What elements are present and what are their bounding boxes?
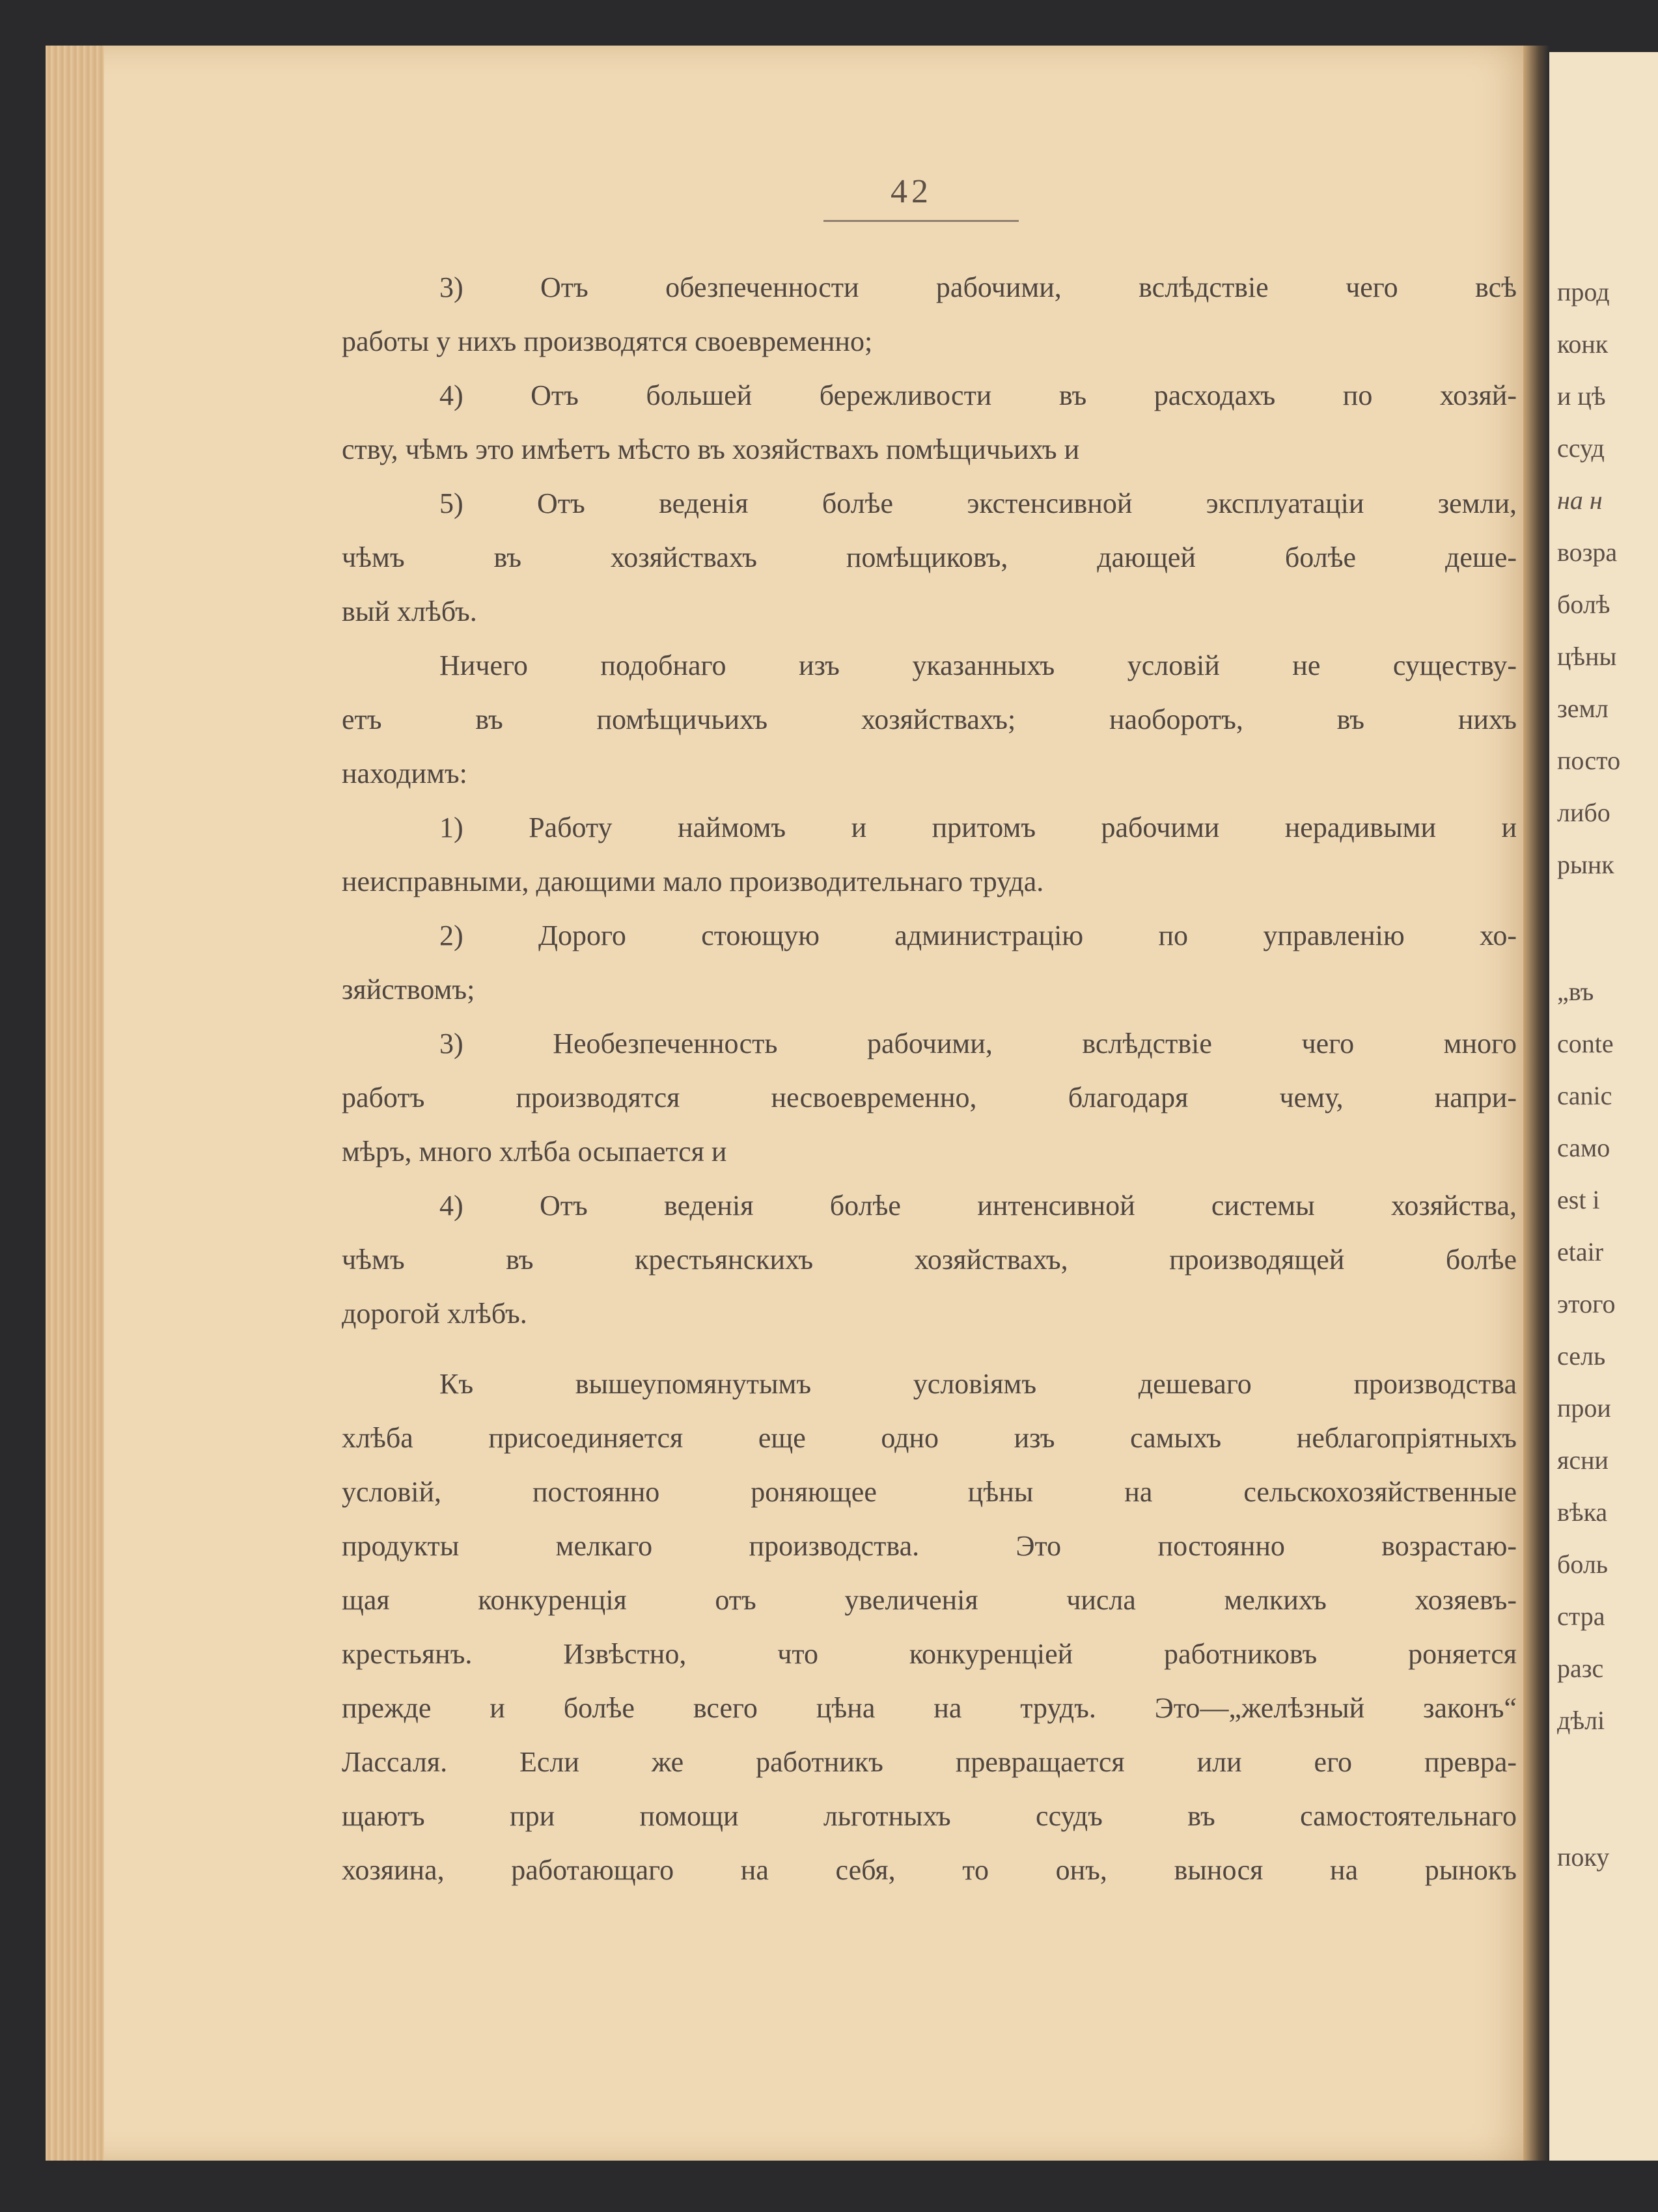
page-number: 42	[891, 173, 932, 210]
text-line: вый хлѣбъ.	[342, 595, 477, 627]
facing-page-line: само	[1557, 1133, 1610, 1162]
text-line: Къ вышеупомянутымъ условіямъ дешеваго производства	[439, 1368, 1517, 1400]
text-line: 4) Отъ большей бережливости въ расходахъ по хозяй-	[439, 379, 1517, 411]
facing-page-line: стра	[1557, 1602, 1605, 1631]
page-number-rule	[823, 220, 1019, 222]
facing-page-line: и цѣ	[1557, 381, 1606, 411]
text-line: хлѣба присоединяется еще одно изъ самыхъ неблагопріятныхъ	[342, 1422, 1517, 1454]
facing-page-line: прод	[1557, 277, 1610, 307]
text-line: зяйствомъ;	[342, 974, 475, 1005]
text-line: 5) Отъ веденія болѣе экстенсивной эксплуатаціи земли,	[439, 487, 1517, 519]
facing-page-line: возра	[1557, 538, 1618, 567]
text-line: дорогой хлѣбъ.	[342, 1298, 527, 1330]
facing-page-line: conte	[1557, 1029, 1614, 1058]
facing-page-line: вѣка	[1557, 1497, 1608, 1527]
facing-page-line: цѣны	[1557, 642, 1617, 671]
text-line: чѣмъ въ крестьянскихъ хозяйствахъ, производящей болѣе	[342, 1244, 1517, 1276]
facing-page-line: ясни	[1557, 1445, 1609, 1475]
text-line: чѣмъ въ хозяйствахъ помѣщиковъ, дающей болѣе деше-	[342, 541, 1517, 573]
text-line: неисправными, дающими мало производительнаго труда.	[342, 866, 1044, 897]
facing-page-line: разс	[1557, 1654, 1604, 1683]
facing-page-line: посто	[1557, 746, 1621, 775]
text-line: Лассаля. Если же работникъ превращается или его превра-	[342, 1746, 1517, 1778]
text-line: условій, постоянно роняющее цѣны на сельскохозяйственные	[342, 1476, 1517, 1508]
facing-page-line: рынк	[1557, 850, 1614, 879]
text-line: 3) Отъ обезпеченности рабочими, вслѣдствіе чего всѣ	[439, 271, 1517, 303]
facing-page-line: этого	[1557, 1289, 1616, 1318]
text-line: щаютъ при помощи льготныхъ ссудъ въ самостоятельнаго	[342, 1800, 1517, 1832]
facing-page-line: canic	[1557, 1081, 1612, 1110]
text-line: ству, чѣмъ это имѣетъ мѣсто въ хозяйствахъ помѣщичьихъ и	[342, 433, 1080, 465]
facing-page-line: болѣ	[1557, 590, 1610, 619]
facing-page-line: „въ	[1557, 977, 1594, 1006]
text-line: Ничего подобнаго изъ указанныхъ условій не существу-	[439, 649, 1517, 681]
facing-page-line: земл	[1557, 694, 1609, 723]
text-line: 2) Дорого стоющую администрацію по управленію хо-	[439, 920, 1517, 951]
facing-page-line: поку	[1557, 1842, 1610, 1872]
text-line: 3) Необезпеченность рабочими, вслѣдствіе чего много	[439, 1028, 1517, 1059]
facing-page-line: прои	[1557, 1393, 1611, 1423]
text-line: продукты мелкаго производства. Это постоянно возрастаю-	[342, 1530, 1517, 1562]
text-line: работъ производятся несвоевременно, благодаря чему, напри-	[342, 1082, 1517, 1113]
facing-page-line: боль	[1557, 1550, 1609, 1579]
text-line: етъ въ помѣщичьихъ хозяйствахъ; наоборотъ, въ нихъ	[342, 703, 1517, 735]
page-edges	[46, 46, 104, 2161]
book-gutter	[1523, 46, 1549, 2161]
facing-page-line: ссуд	[1557, 433, 1605, 463]
text-line: хозяина, работающаго на себя, то онъ, вынося на рынокъ	[342, 1854, 1517, 1886]
text-line: находимъ:	[342, 758, 467, 789]
text-line: мѣръ, много хлѣба осыпается и	[342, 1136, 727, 1167]
facing-page-line: est i	[1557, 1185, 1600, 1214]
text-line: прежде и болѣе всего цѣна на трудъ. Это—„желѣзный законъ“	[342, 1692, 1517, 1724]
text-line: 1) Работу наймомъ и притомъ рабочими нерадивыми и	[439, 812, 1517, 843]
facing-page-line: сель	[1557, 1341, 1606, 1371]
facing-page-line: etair	[1557, 1237, 1604, 1266]
text-line: работы у нихъ производятся своевременно;	[342, 325, 873, 357]
facing-page-line: дѣлі	[1557, 1706, 1605, 1735]
body-text	[342, 260, 1517, 1897]
text-line: 4) Отъ веденія болѣе интенсивной системы хозяйства,	[439, 1190, 1517, 1222]
text-line: крестьянъ. Извѣстно, что конкуренціей работниковъ роняется	[342, 1638, 1517, 1670]
text-line: щая конкуренція отъ увеличенія числа мелкихъ хозяевъ-	[342, 1584, 1517, 1616]
facing-page-line: конк	[1557, 329, 1609, 359]
facing-page-line: на н	[1557, 485, 1603, 515]
facing-page-line: либо	[1557, 798, 1610, 827]
